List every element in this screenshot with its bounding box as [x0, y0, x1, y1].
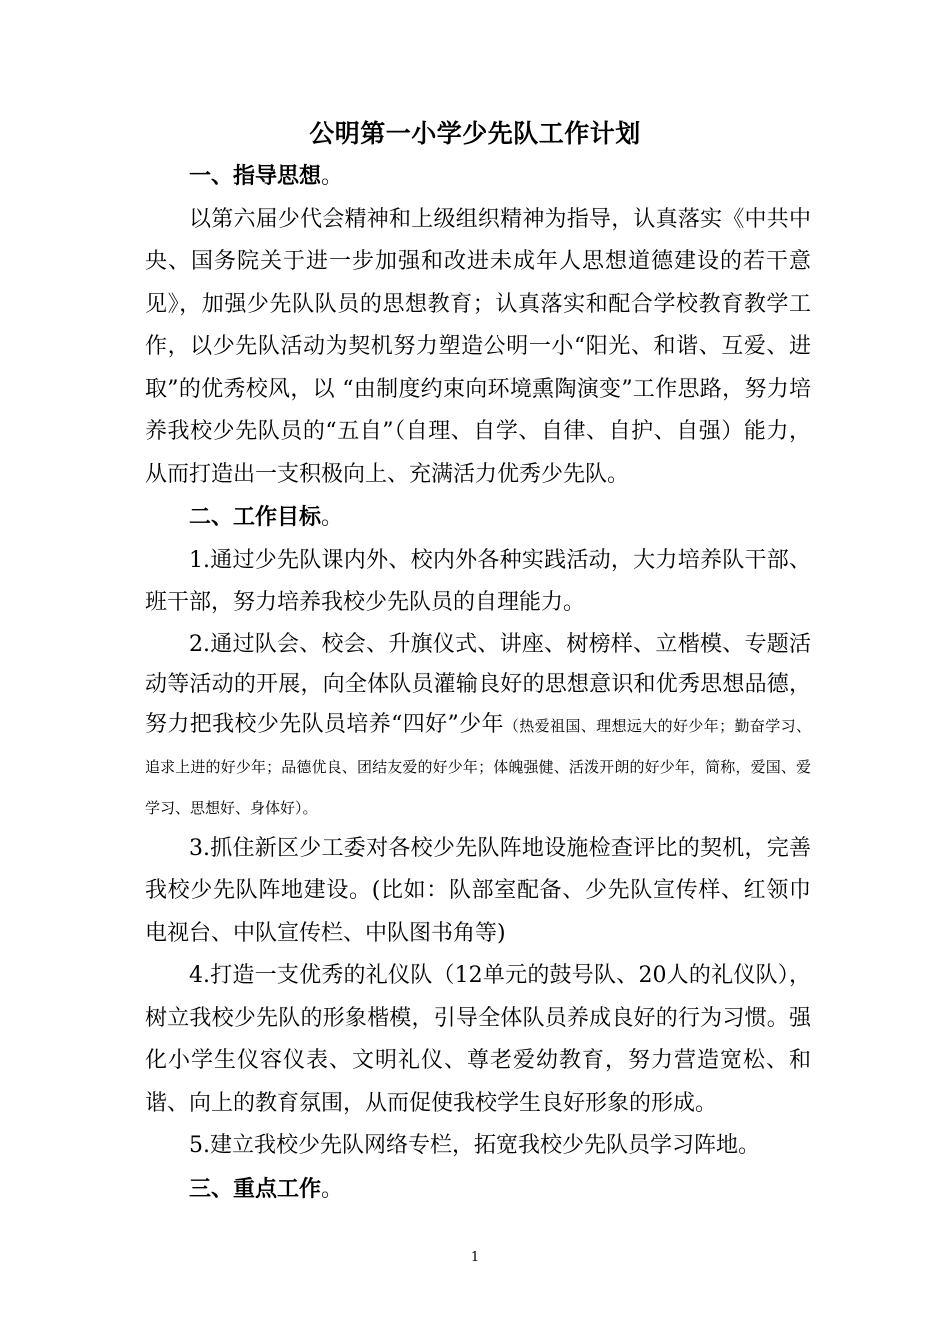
- section-heading-key-work: [145, 1168, 811, 1212]
- goal-item-3: 3.抓住新区少工委对各校少先队阵地设施检查评比的契机，完善我校少先队阵地建设。(比如：队部室配备、少先队宣传样、红领巾电视台、中队宣传栏、中队图书角等): [145, 835, 811, 946]
- goal-item-2-main: 2.通过队会、校会、升旗仪式、讲座、树榜样、立楷模、专题活动等活动的开展，向全体队员灌输良好的思想意识和优秀思想品德，努力把我校少先队员培养“四好”少年: [145, 631, 811, 737]
- goal-item-4: 4.打造一支优秀的礼仪队（12单元的鼓号队、20人的礼仪队），树立我校少先队的形象楷模，引导全体队员养成良好的行为习惯。强化小学生仪容仪表、文明礼仪、尊老爱幼教育，努力营造宽松、和谐、向上的教育氛围，从而促使我校学生良好形象的形成。: [145, 963, 811, 1116]
- guiding-ideology-paragraph: 以第六届少代会精神和上级组织精神为指导，认真落实《中共中央、国务院关于进一步加强和改进未成年人思想道德建设的若干意见》，加强少先队队员的思想教育；认真落实和配合学校教育教学工作，以少先队活动为契机努力塑造公明一小“阳光、和谐、互爱、进取”的优秀校风，以 “由制度约束向环境熏陶演变”工作思路，努力培养我校少先队员的“五自”（自理、自学、自律、自护、自强）能力，从而打造出一支积极向上、充满活力优秀少先队。: [145, 206, 811, 487]
- section-heading-punct: 。: [321, 1176, 344, 1202]
- goal-item-2-note: （热爱祖国、理想远大的好少年；勤奋学习、追求上进的好少年；品德优良、团结友爱的好少年；体魄强健、活泼开朗的好少年，简称，爱国、爱学习、思想好、身体好）。: [145, 716, 811, 817]
- section-heading-text: 一、指导思想: [189, 163, 322, 189]
- goal-item-5: 5.建立我校少先队网络专栏，拓宽我校少先队员学习阵地。: [189, 1133, 760, 1158]
- goal-item-1: 1.通过少先队课内外、校内外各种实践活动，大力培养队干部、班干部，努力培养我校少先队员的自理能力。: [145, 547, 811, 615]
- goal-item-2: [145, 625, 811, 828]
- section-heading-work-goals: [145, 496, 811, 540]
- section-heading-guiding-ideology: [145, 155, 811, 199]
- section-heading-text: 二、工作目标: [189, 504, 322, 530]
- document-body: [145, 155, 811, 1211]
- document-title: 公明第一小学少先队工作计划: [309, 119, 641, 148]
- section-heading-text: 三、重点工作: [189, 1175, 322, 1202]
- section-heading-punct: 。: [321, 164, 344, 189]
- section-heading-punct: 。: [321, 505, 344, 530]
- page-number: 1: [470, 1250, 480, 1265]
